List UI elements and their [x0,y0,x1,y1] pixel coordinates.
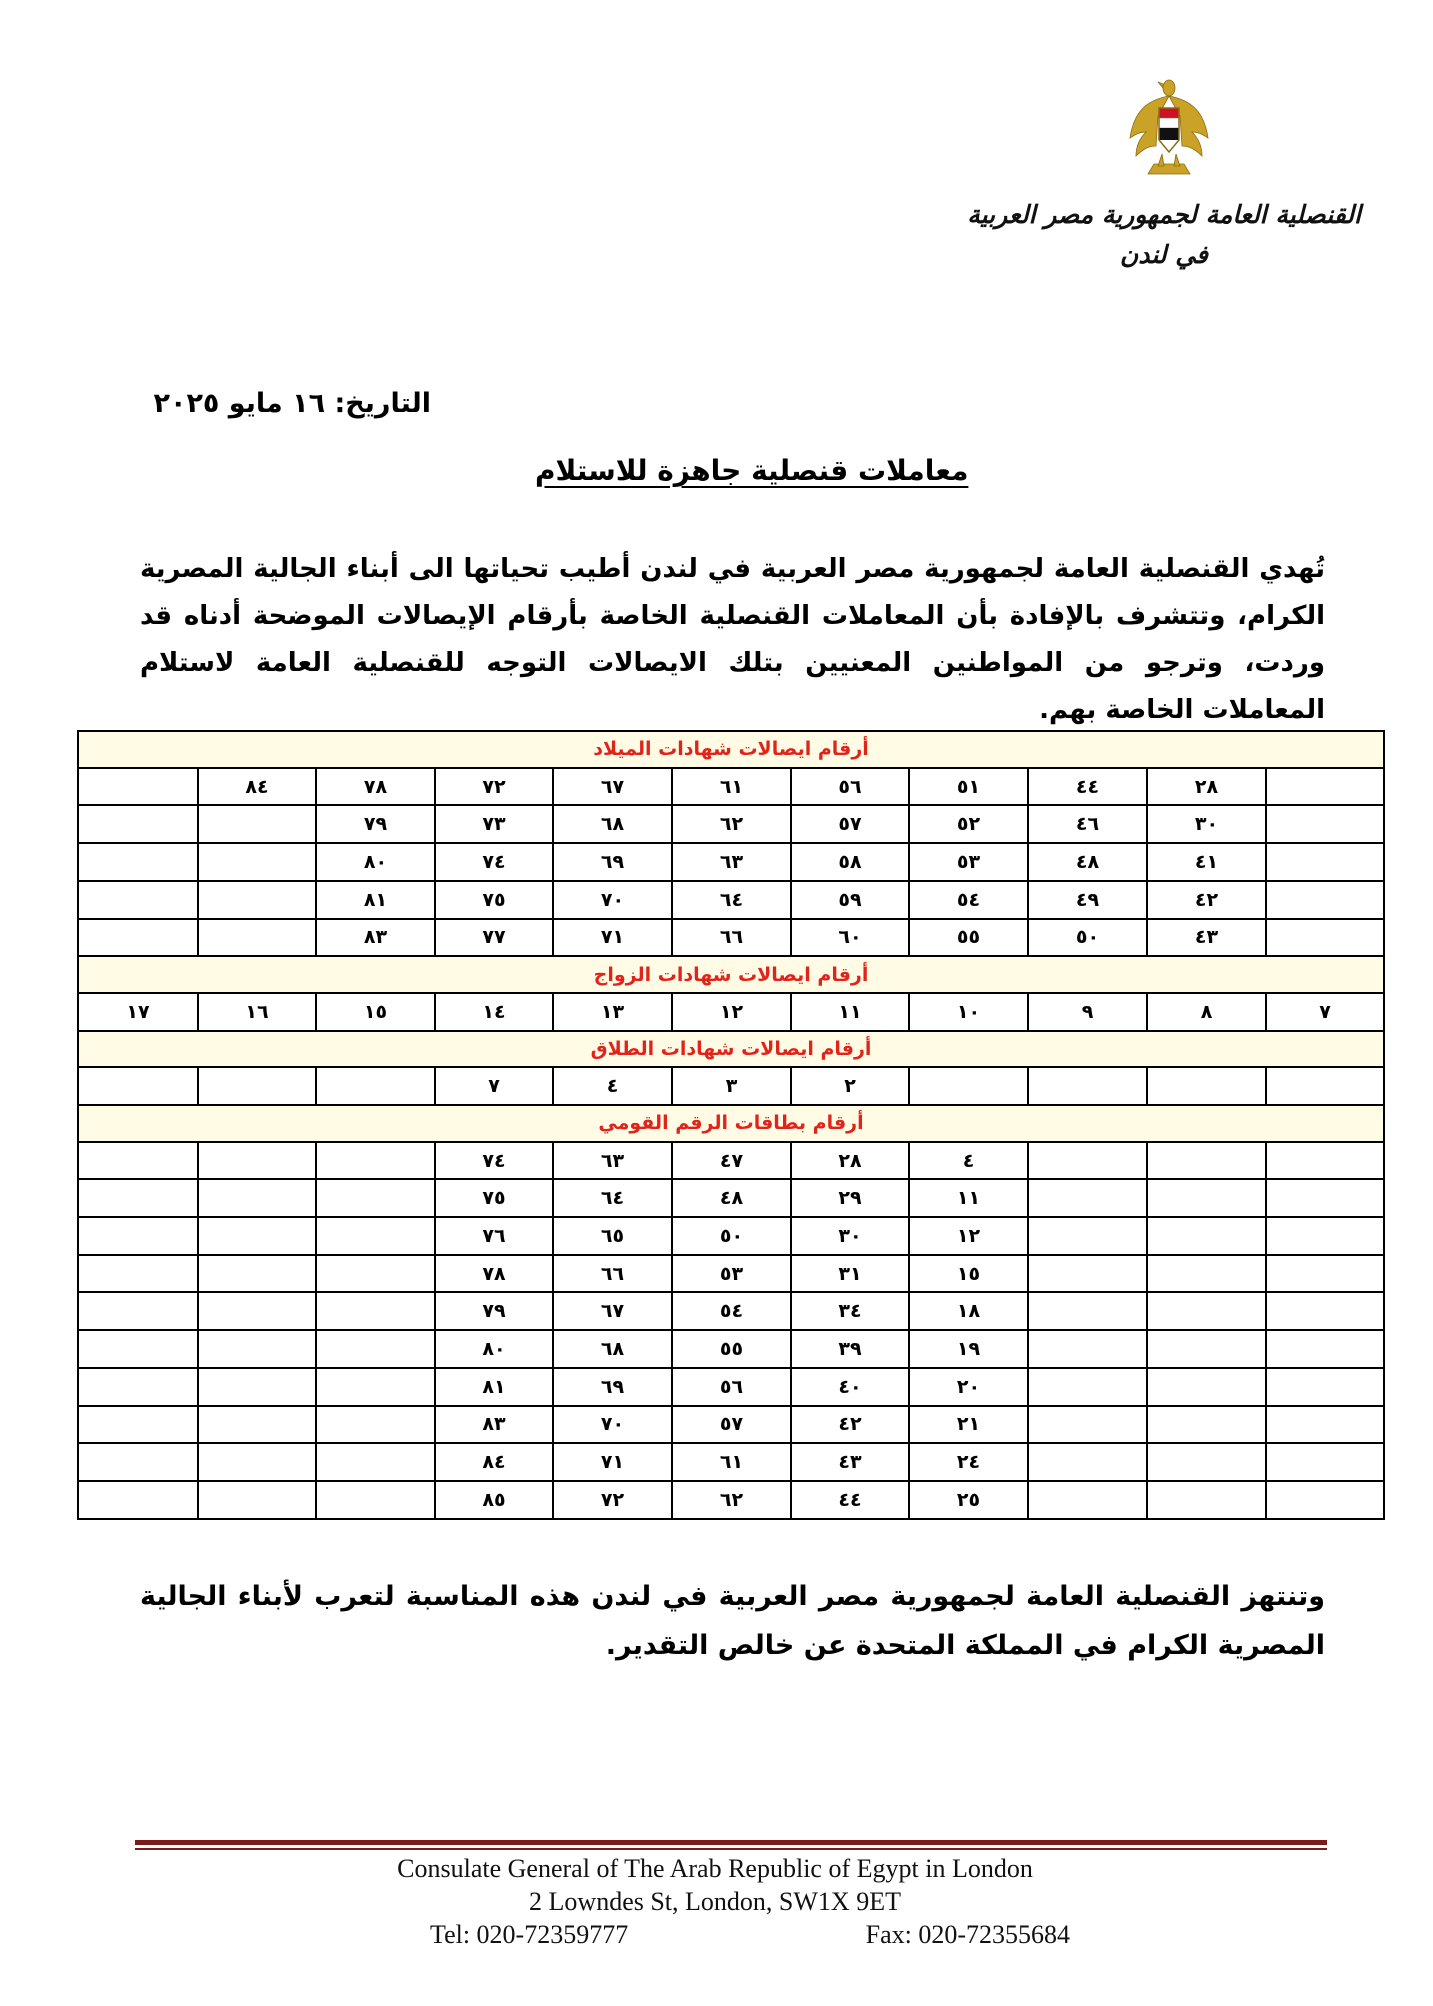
document-title: معاملات قنصلية جاهزة للاستلام [535,454,969,487]
table-row [78,1179,1384,1217]
receipt-number-cell [1028,1406,1147,1444]
receipt-number-cell [316,1406,435,1444]
receipt-number-cell [1147,1067,1266,1105]
receipt-number-cell [198,1443,316,1481]
receipt-number-cell [198,805,316,843]
receipt-number-cell [1266,881,1384,919]
section-header-row [78,1105,1384,1142]
receipt-number-cell [78,1179,198,1217]
table-row [78,1255,1384,1293]
table-row [78,1406,1384,1444]
receipt-number-cell: ٦٩ [553,1368,672,1406]
receipt-number-cell [1266,805,1384,843]
receipt-number-cell: ٧٢ [435,768,553,806]
receipt-number-cell: ١٩ [909,1330,1028,1368]
receipt-number-cell: ٣٩ [791,1330,909,1368]
receipt-number-cell [78,919,198,957]
receipt-number-cell [1028,1067,1147,1105]
receipt-number-cell: ٥٨ [791,843,909,881]
receipt-number-cell: ٧٨ [435,1255,553,1293]
receipt-number-cell: ١٤ [435,993,553,1031]
receipt-number-cell: ٣٠ [1147,805,1266,843]
closing-paragraph: وتنتهز القنصلية العامة لجمهورية مصر العربية في لندن هذه المناسبة لتعرب لأبناء الجالية المصرية الكرام في المملكة المتحدة عن خالص التقدير. [140,1581,1325,1661]
footer-contact [300,1918,1130,1951]
receipt-number-cell: ٥٤ [909,881,1028,919]
receipt-number-cell: ٤٨ [672,1179,791,1217]
receipt-number-cell: ٧٨ [316,768,435,806]
receipt-number-cell: ٤٢ [1147,881,1266,919]
receipt-number-cell: ٨٠ [435,1330,553,1368]
receipt-number-cell: ٢٨ [791,1142,909,1180]
receipt-number-cell: ٣٠ [791,1217,909,1255]
receipt-number-cell [1028,1142,1147,1180]
receipt-number-cell [316,1292,435,1330]
receipt-number-cell [1266,768,1384,806]
receipt-number-cell: ٨١ [435,1368,553,1406]
receipt-number-cell: ٧٣ [435,805,553,843]
receipt-number-cell [1266,1406,1384,1444]
receipt-number-cell: ٨٥ [435,1481,553,1519]
receipt-number-cell [1028,1217,1147,1255]
table-row [78,1368,1384,1406]
receipt-number-cell: ٤٦ [1028,805,1147,843]
receipt-number-cell: ٢١ [909,1406,1028,1444]
receipt-number-cell [1147,1142,1266,1180]
receipt-number-cell [316,1142,435,1180]
receipt-number-cell [1147,1481,1266,1519]
receipt-number-cell [1028,1179,1147,1217]
receipt-number-cell: ٢٨ [1147,768,1266,806]
receipt-number-cell: ٧ [1266,993,1384,1031]
receipt-number-cell: ١١ [909,1179,1028,1217]
table-row [78,1443,1384,1481]
receipt-number-cell: ١٥ [909,1255,1028,1293]
table-row [78,881,1384,919]
receipt-number-cell [78,1292,198,1330]
receipt-number-cell [198,843,316,881]
receipt-number-cell: ٦٣ [553,1142,672,1180]
receipt-number-cell: ١٠ [909,993,1028,1031]
document-date: التاريخ: ١٦ مايو ٢٠٢٥ [153,388,431,419]
table-row [78,805,1384,843]
receipt-number-cell [1028,1368,1147,1406]
receipt-number-cell [1147,1292,1266,1330]
receipt-number-cell [1147,1368,1266,1406]
receipt-number-cell: ٥٧ [672,1406,791,1444]
receipt-number-cell [1028,1292,1147,1330]
receipt-number-cell: ٨٣ [316,919,435,957]
receipt-number-cell: ٤٣ [1147,919,1266,957]
receipt-number-cell: ٦٤ [672,881,791,919]
receipt-number-cell: ٦٥ [553,1217,672,1255]
receipt-number-cell [78,1142,198,1180]
section-title: أرقام ايصالات شهادات الزواج [78,956,1384,993]
footer [300,1852,1130,1951]
receipt-number-cell: ٢٤ [909,1443,1028,1481]
receipt-number-cell: ٦٦ [672,919,791,957]
receipt-number-cell: ١٣ [553,993,672,1031]
receipt-number-cell: ٥١ [909,768,1028,806]
receipt-number-cell [1028,1255,1147,1293]
receipt-number-cell: ٨٤ [198,768,316,806]
receipt-number-cell: ٣٤ [791,1292,909,1330]
footer-address: 2 Lowndes St, London, SW1X 9ET [529,1887,901,1916]
table-row [78,1481,1384,1519]
receipt-number-cell: ٧٩ [435,1292,553,1330]
receipt-number-cell: ٨ [1147,993,1266,1031]
receipt-number-cell [78,1330,198,1368]
table-row [78,993,1384,1031]
consulate-city: في لندن [1119,240,1208,269]
table-row [78,1292,1384,1330]
receipt-number-cell: ٧٩ [316,805,435,843]
receipt-number-cell: ١٢ [672,993,791,1031]
receipts-table [77,730,1385,1520]
receipt-number-cell [909,1067,1028,1105]
receipt-number-cell [316,1255,435,1293]
receipt-number-cell: ١٨ [909,1292,1028,1330]
receipt-number-cell [1266,1443,1384,1481]
receipt-number-cell: ٢ [791,1067,909,1105]
table-row [78,1067,1384,1105]
receipt-number-cell [198,1067,316,1105]
receipt-number-cell [1147,1406,1266,1444]
receipt-number-cell: ١٢ [909,1217,1028,1255]
receipt-number-cell: ١٦ [198,993,316,1031]
receipt-number-cell: ٥٠ [672,1217,791,1255]
receipt-number-cell [1028,1443,1147,1481]
receipt-number-cell [198,1406,316,1444]
receipt-number-cell: ٣١ [791,1255,909,1293]
receipt-number-cell [78,1481,198,1519]
footer-fax: Fax: 020-72355684 [865,1920,1070,1949]
receipt-number-cell [78,1255,198,1293]
receipt-number-cell: ٥٥ [909,919,1028,957]
receipt-number-cell: ٧٥ [435,881,553,919]
consulate-name: القنصلية العامة لجمهورية مصر العربية [967,200,1361,229]
receipt-number-cell: ٤٨ [1028,843,1147,881]
table-row [78,1330,1384,1368]
receipt-number-cell [1147,1255,1266,1293]
receipt-number-cell [1147,1217,1266,1255]
receipt-number-cell: ٤٤ [1028,768,1147,806]
footer-divider-thin [135,1848,1327,1850]
receipt-number-cell [78,768,198,806]
receipt-number-cell: ٧٤ [435,1142,553,1180]
receipt-number-cell: ٢٩ [791,1179,909,1217]
section-header-row [78,731,1384,768]
receipt-number-cell: ٧٢ [553,1481,672,1519]
receipt-number-cell: ٦٢ [672,805,791,843]
receipt-number-cell [198,881,316,919]
receipt-number-cell: ٤ [553,1067,672,1105]
section-title: أرقام ايصالات شهادات الميلاد [78,731,1384,768]
receipt-number-cell: ٦٠ [791,919,909,957]
footer-tel: Tel: 020-72359777 [430,1920,629,1949]
receipt-number-cell [316,1368,435,1406]
receipt-number-cell: ٥٠ [1028,919,1147,957]
receipt-number-cell: ٥٢ [909,805,1028,843]
receipt-number-cell [316,1179,435,1217]
receipt-number-cell [78,1443,198,1481]
receipt-number-cell: ٤٣ [791,1443,909,1481]
receipt-number-cell [78,1368,198,1406]
receipt-number-cell: ٧٠ [553,881,672,919]
receipt-number-cell: ٦٨ [553,1330,672,1368]
receipt-number-cell: ٥٣ [909,843,1028,881]
receipt-number-cell: ٤٩ [1028,881,1147,919]
receipt-number-cell: ٥٧ [791,805,909,843]
receipt-number-cell: ٧٥ [435,1179,553,1217]
receipt-number-cell [1147,1179,1266,1217]
receipt-number-cell: ٧٧ [435,919,553,957]
receipt-number-cell: ١٥ [316,993,435,1031]
receipt-number-cell [1266,1255,1384,1293]
receipt-number-cell: ٦١ [672,768,791,806]
table-row [78,843,1384,881]
receipt-number-cell: ٦٩ [553,843,672,881]
receipt-number-cell: ٤٠ [791,1368,909,1406]
receipt-number-cell [198,1217,316,1255]
receipt-number-cell [198,1142,316,1180]
receipt-number-cell [198,1292,316,1330]
receipt-number-cell [1266,919,1384,957]
egypt-eagle-emblem-icon [1128,76,1210,180]
receipt-number-cell [78,1067,198,1105]
receipt-number-cell [1266,1217,1384,1255]
receipt-number-cell: ٦٦ [553,1255,672,1293]
receipt-number-cell: ٤ [909,1142,1028,1180]
receipt-number-cell [198,1255,316,1293]
receipt-number-cell: ٦٧ [553,768,672,806]
receipt-number-cell [1266,1142,1384,1180]
intro-paragraph: تُهدي القنصلية العامة لجمهورية مصر العربية في لندن أطيب تحياتها الى أبناء الجالية المصرية الكرام، وتتشرف بالإفادة بأن المعاملات القنصلية الخاصة بأرقام الإيصالات الموضحة أدناه قد وردت، وترجو من المواطنين المعنيين بتلك الايصالات التوجه للقنصلية العامة لاستلام المعاملات الخاصة بهم. [140,554,1325,725]
receipt-number-cell [78,843,198,881]
receipt-number-cell: ٧١ [553,1443,672,1481]
receipt-number-cell [1028,1330,1147,1368]
receipt-number-cell [198,919,316,957]
receipt-number-cell: ٨٠ [316,843,435,881]
receipt-number-cell [198,1481,316,1519]
footer-org: Consulate General of The Arab Republic of Egypt in London [397,1854,1033,1883]
receipt-number-cell: ٥٤ [672,1292,791,1330]
receipt-number-cell: ٥٩ [791,881,909,919]
section-header-row [78,956,1384,993]
receipt-number-cell: ٧١ [553,919,672,957]
receipt-number-cell [78,1406,198,1444]
receipt-number-cell: ٥٥ [672,1330,791,1368]
receipt-number-cell: ٦٤ [553,1179,672,1217]
receipt-number-cell: ٦٧ [553,1292,672,1330]
receipt-number-cell: ٦٨ [553,805,672,843]
receipt-number-cell [316,1443,435,1481]
receipt-number-cell: ٤١ [1147,843,1266,881]
table-row [78,1142,1384,1180]
receipt-number-cell [198,1368,316,1406]
receipt-number-cell: ١٧ [78,993,198,1031]
receipt-number-cell [198,1330,316,1368]
receipt-number-cell: ٦٢ [672,1481,791,1519]
receipt-number-cell: ٥٦ [672,1368,791,1406]
receipt-number-cell [1266,1067,1384,1105]
receipt-number-cell [198,1179,316,1217]
section-title: أرقام بطاقات الرقم القومي [78,1105,1384,1142]
receipt-number-cell [1266,843,1384,881]
receipt-number-cell [1147,1330,1266,1368]
receipt-number-cell: ٤٢ [791,1406,909,1444]
receipt-number-cell: ٤٤ [791,1481,909,1519]
receipt-number-cell [316,1067,435,1105]
receipt-number-cell: ٨١ [316,881,435,919]
receipt-number-cell: ٤٧ [672,1142,791,1180]
receipt-number-cell [1266,1179,1384,1217]
receipt-number-cell [1028,1481,1147,1519]
receipt-number-cell [316,1217,435,1255]
receipt-number-cell [1266,1368,1384,1406]
receipt-number-cell: ١١ [791,993,909,1031]
receipt-number-cell: ٧٤ [435,843,553,881]
footer-divider [135,1840,1327,1845]
receipt-number-cell [78,1217,198,1255]
receipt-number-cell [1147,1443,1266,1481]
receipt-number-cell: ٨٤ [435,1443,553,1481]
receipt-number-cell: ٧ [435,1067,553,1105]
section-title: أرقام ايصالات شهادات الطلاق [78,1031,1384,1068]
receipt-number-cell [78,881,198,919]
receipt-number-cell: ٦٣ [672,843,791,881]
receipt-number-cell: ٢٠ [909,1368,1028,1406]
receipt-number-cell: ٢٥ [909,1481,1028,1519]
receipt-number-cell: ٥٦ [791,768,909,806]
receipt-number-cell [78,805,198,843]
receipt-number-cell [316,1330,435,1368]
receipt-number-cell [1266,1330,1384,1368]
section-header-row [78,1031,1384,1068]
receipt-number-cell: ٣ [672,1067,791,1105]
receipt-number-cell: ٨٣ [435,1406,553,1444]
receipt-number-cell: ٧٦ [435,1217,553,1255]
receipt-number-cell [1266,1292,1384,1330]
receipt-number-cell: ٧٠ [553,1406,672,1444]
receipt-number-cell: ٥٣ [672,1255,791,1293]
table-row [78,1217,1384,1255]
receipt-number-cell [1266,1481,1384,1519]
receipt-number-cell: ٦١ [672,1443,791,1481]
table-row [78,919,1384,957]
receipt-number-cell [316,1481,435,1519]
table-row [78,768,1384,806]
receipt-number-cell: ٩ [1028,993,1147,1031]
